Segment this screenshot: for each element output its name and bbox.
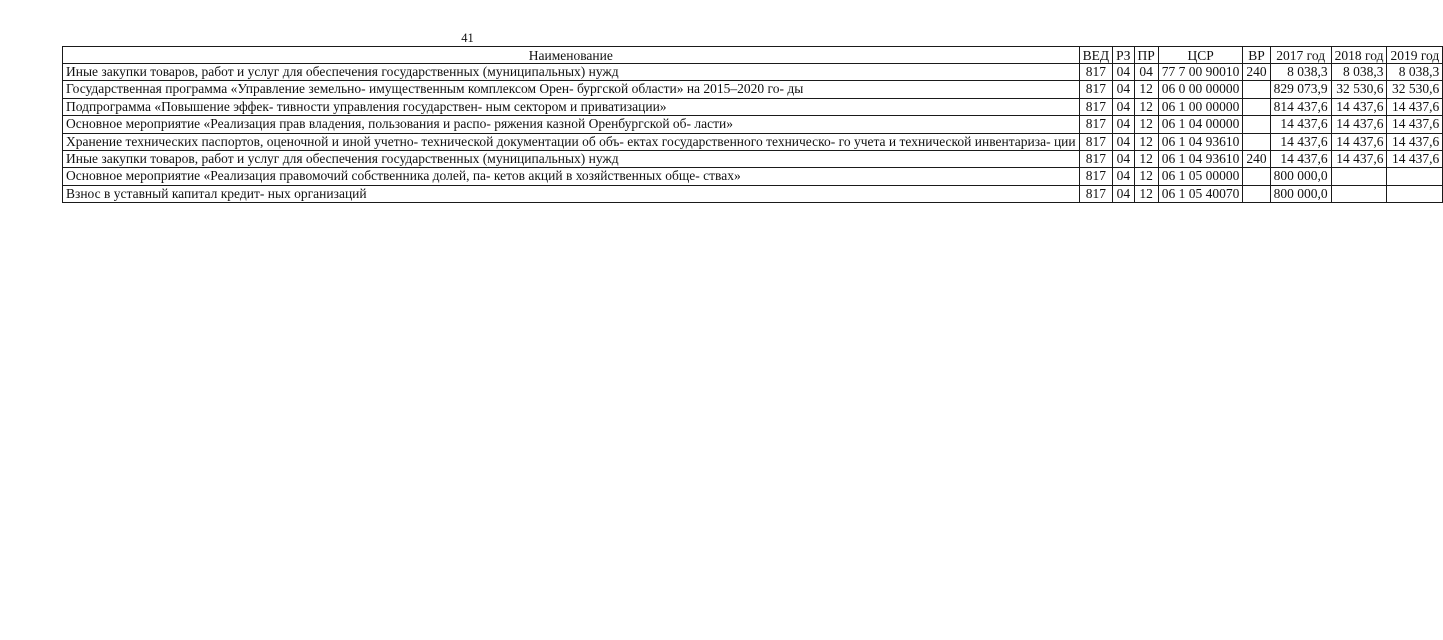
row-2019: 8 038,3 [1387,64,1443,81]
row-pr: 12 [1134,151,1158,168]
row-2018: 8 038,3 [1331,64,1387,81]
row-vr [1243,133,1270,150]
row-2017: 14 437,6 [1270,133,1331,150]
row-ved: 817 [1079,116,1112,133]
row-2018: 14 437,6 [1331,98,1387,115]
row-pr: 12 [1134,98,1158,115]
row-csr: 06 1 00 00000 [1158,98,1243,115]
table-row [63,64,1443,81]
row-name: Основное мероприятие «Реализация правомочий собственника долей, па- кетов акций в хозяйственных обще- ствах» [63,168,1080,185]
row-ved: 817 [1079,64,1112,81]
budget-table [62,46,1443,203]
row-pr: 12 [1134,81,1158,98]
row-2017: 800 000,0 [1270,185,1331,202]
row-name: Подпрограмма «Повышение эффек- тивности управления государствен- ным сектором и приватизации» [63,98,1080,115]
row-2018: 14 437,6 [1331,133,1387,150]
table-row [63,185,1443,202]
row-2019 [1387,185,1443,202]
row-2018 [1331,168,1387,185]
table-row [63,133,1443,150]
row-name: Хранение технических паспортов, оценочной и иной учетно- технической документации об объ- ектах государственного техническо- го учета и технической инвентариза- ции [63,133,1080,150]
table-row [63,81,1443,98]
row-ved: 817 [1079,98,1112,115]
row-ved: 817 [1079,133,1112,150]
row-name: Государственная программа «Управление земельно- имущественным комплексом Орен- бургской области» на 2015–2020 го- ды [63,81,1080,98]
row-rz: 04 [1113,81,1134,98]
row-name: Иные закупки товаров, работ и услуг для обеспечения государственных (муниципальных) нужд [63,151,1080,168]
row-vr [1243,116,1270,133]
row-pr: 12 [1134,133,1158,150]
row-vr [1243,81,1270,98]
row-ved: 817 [1079,185,1112,202]
row-vr [1243,168,1270,185]
header-vr: ВР [1243,47,1270,64]
row-2019: 14 437,6 [1387,98,1443,115]
row-2017: 800 000,0 [1270,168,1331,185]
row-csr: 06 1 04 93610 [1158,133,1243,150]
row-rz: 04 [1113,168,1134,185]
row-csr: 06 1 05 00000 [1158,168,1243,185]
row-2017: 829 073,9 [1270,81,1331,98]
row-csr: 06 0 00 00000 [1158,81,1243,98]
row-csr: 06 1 04 00000 [1158,116,1243,133]
header-csr: ЦСР [1158,47,1243,64]
row-rz: 04 [1113,151,1134,168]
header-name: Наименование [63,47,1080,64]
row-rz: 04 [1113,133,1134,150]
row-ved: 817 [1079,168,1112,185]
header-ved: ВЕД [1079,47,1112,64]
row-csr: 06 1 04 93610 [1158,151,1243,168]
row-rz: 04 [1113,64,1134,81]
header-2017: 2017 год [1270,47,1331,64]
row-2019: 14 437,6 [1387,116,1443,133]
row-2017: 8 038,3 [1270,64,1331,81]
row-csr: 06 1 05 40070 [1158,185,1243,202]
row-pr: 12 [1134,168,1158,185]
table-row [63,151,1443,168]
row-ved: 817 [1079,81,1112,98]
row-pr: 12 [1134,116,1158,133]
row-name: Основное мероприятие «Реализация прав владения, пользования и распо- ряжения казной Оренбургской об- ласти» [63,116,1080,133]
row-vr [1243,98,1270,115]
row-2019: 32 530,6 [1387,81,1443,98]
row-2017: 814 437,6 [1270,98,1331,115]
row-vr: 240 [1243,151,1270,168]
row-ved: 817 [1079,151,1112,168]
row-2019: 14 437,6 [1387,151,1443,168]
header-row [63,47,1443,64]
row-2018 [1331,185,1387,202]
row-2018: 32 530,6 [1331,81,1387,98]
header-rz: РЗ [1113,47,1134,64]
row-2017: 14 437,6 [1270,116,1331,133]
table-row [63,168,1443,185]
row-rz: 04 [1113,185,1134,202]
header-pr: ПР [1134,47,1158,64]
table-row [63,116,1443,133]
row-name: Взнос в уставный капитал кредит- ных организаций [63,185,1080,202]
row-vr: 240 [1243,64,1270,81]
row-2019: 14 437,6 [1387,133,1443,150]
row-pr: 12 [1134,185,1158,202]
row-rz: 04 [1113,98,1134,115]
row-2019 [1387,168,1443,185]
row-rz: 04 [1113,116,1134,133]
row-name: Иные закупки товаров, работ и услуг для обеспечения государственных (муниципальных) нужд [63,64,1080,81]
row-2017: 14 437,6 [1270,151,1331,168]
row-vr [1243,185,1270,202]
row-2018: 14 437,6 [1331,151,1387,168]
page-number: 41 [461,31,474,45]
row-2018: 14 437,6 [1331,116,1387,133]
row-csr: 77 7 00 90010 [1158,64,1243,81]
header-2018: 2018 год [1331,47,1387,64]
table-row [63,98,1443,115]
header-2019: 2019 год [1387,47,1443,64]
row-pr: 04 [1134,64,1158,81]
